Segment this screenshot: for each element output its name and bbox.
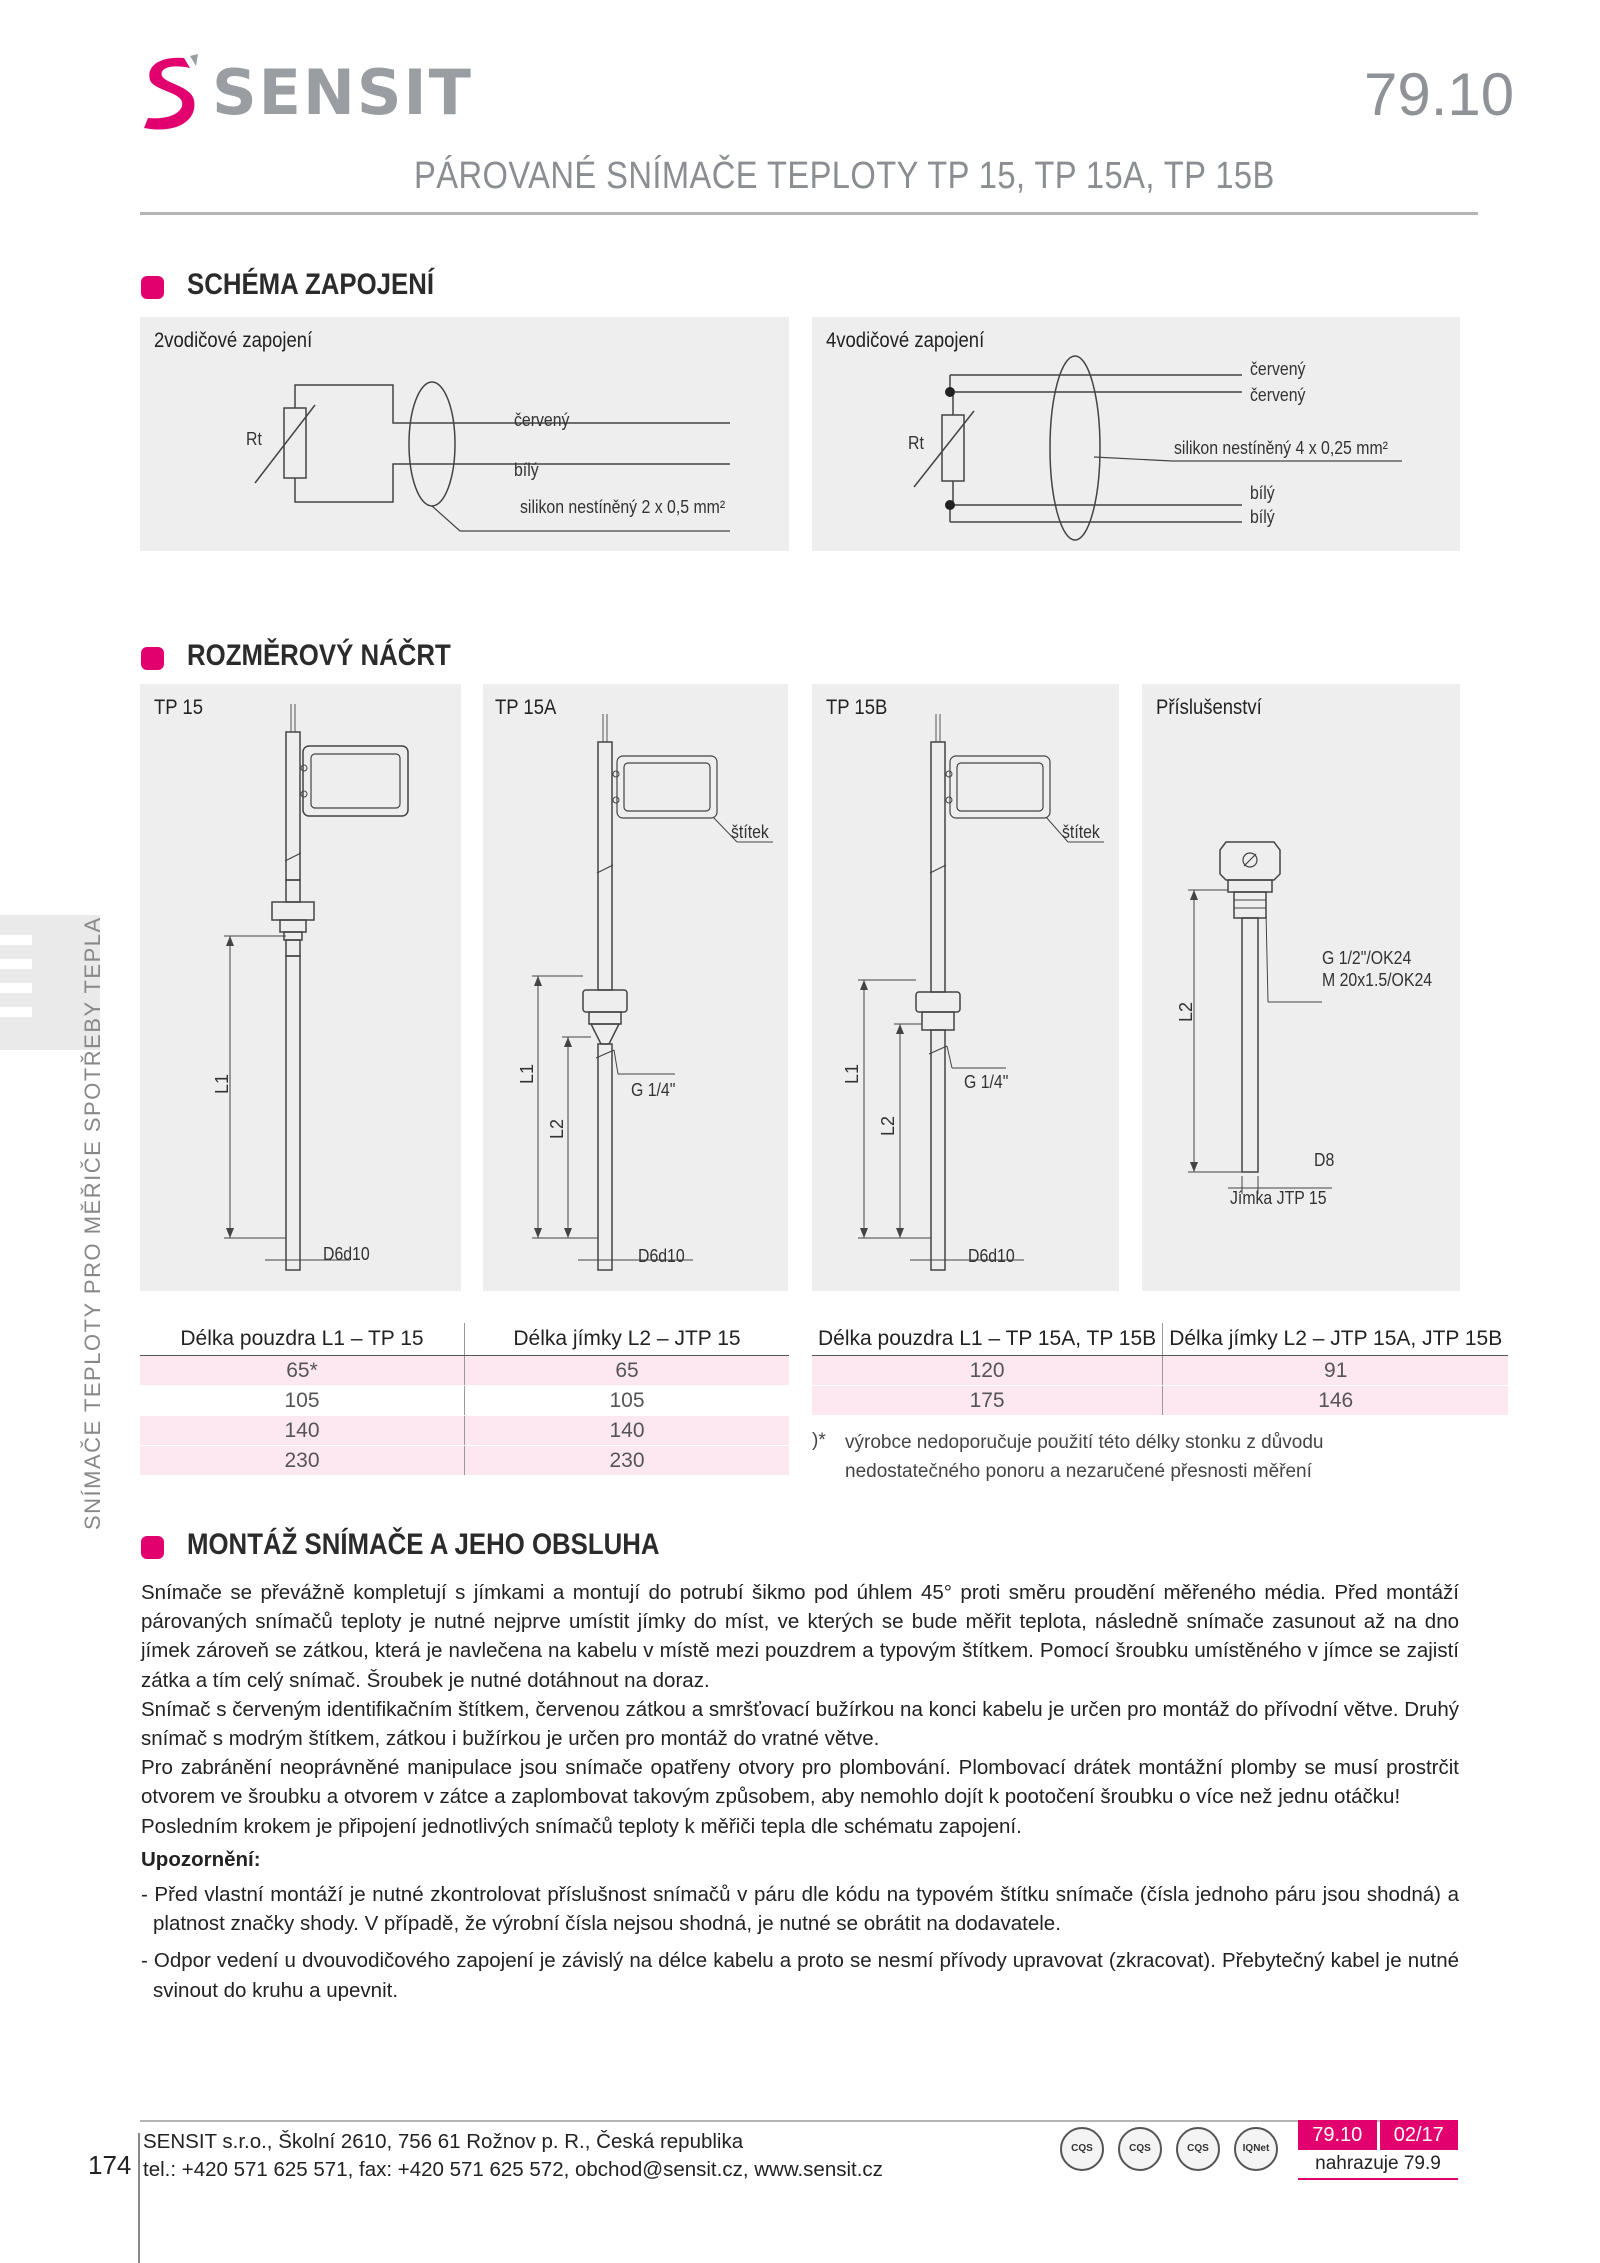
- doc-info-replaces: nahrazuje 79.9: [1298, 2150, 1458, 2180]
- accessory-title: Příslušenství: [1156, 696, 1262, 719]
- accessory-panel: [1142, 684, 1460, 1291]
- four-wire-rt: Rt: [908, 433, 924, 453]
- accessory-l2: L2: [1176, 1001, 1196, 1022]
- table-cell: 140: [465, 1416, 790, 1446]
- table-left: [140, 1323, 789, 1476]
- certification-badges: [1060, 2127, 1278, 2171]
- tp15b-l2: L2: [878, 1115, 898, 1136]
- tp15a-label: štítek: [731, 822, 769, 842]
- warning-title: Upozornění:: [141, 1847, 261, 1871]
- two-wire-rt: Rt: [246, 429, 262, 449]
- warning-item: - Před vlastní montáží je nutné zkontrolovat příslušnost snímačů v páru dle kódu na typovém štítku snímače (čísla jednoho páru jsou shodná) a platnost značky shody. V případě, že výrobní čísla nejsou shodná, je nutné se obrátit na dodavatele.: [141, 1883, 1459, 1936]
- table-row: [140, 1446, 789, 1476]
- table-cell: 65: [465, 1356, 790, 1386]
- sidebar-rule: [138, 2133, 140, 2263]
- table-row: [812, 1386, 1508, 1416]
- two-wire-title: 2vodičové zapojení: [154, 329, 313, 352]
- table-cell: 230: [140, 1446, 465, 1476]
- accessory-name: Jímka JTP 15: [1230, 1188, 1327, 1208]
- table-cell: 175: [812, 1386, 1163, 1416]
- tp15b-drawing: [812, 684, 1119, 1291]
- tp15-l1: L1: [212, 1073, 232, 1094]
- sidebar-category: SNÍMAČE TEPLOTY PRO MĚŘIČE SPOTŘEBY TEPLA: [80, 916, 105, 1530]
- accessory-thread2: M 20x1.5/OK24: [1322, 970, 1433, 990]
- four-wire-white-2: bílý: [1250, 507, 1275, 527]
- install-paragraph: Pro zabránění neoprávněné manipulace jsou snímače opatřeny otvory pro plombování. Plombovací drátek montážní plomby se musí prostrčit otvorem ve šroubku a otvorem v zátce a zaplombovat takovým způsobem, aby nemohlo dojít k pootočení šroubku o více než jednu otáčku!: [141, 1756, 1459, 1809]
- table-cell: 91: [1163, 1356, 1509, 1386]
- four-wire-red-2: červený: [1250, 385, 1306, 405]
- two-wire-panel: [140, 317, 789, 551]
- tp15a-d: D6d10: [638, 1246, 685, 1266]
- tp15-drawing: [140, 684, 461, 1291]
- iqnet-badge-icon: IQNet: [1234, 2127, 1278, 2171]
- cqs-badge-icon: CQS: [1176, 2127, 1220, 2171]
- tp15b-label: štítek: [1062, 822, 1100, 842]
- table-row: [140, 1356, 789, 1386]
- footer-rule: [140, 2120, 1458, 2122]
- section-bullet: [141, 647, 164, 670]
- section-heading-wiring: SCHÉMA ZAPOJENÍ: [187, 268, 435, 301]
- table-left-header: Délka jímky L2 – JTP 15: [465, 1323, 790, 1356]
- four-wire-title: 4vodičové zapojení: [826, 329, 985, 352]
- tp15b-l1: L1: [842, 1063, 862, 1084]
- page-number: 174: [88, 2150, 132, 2180]
- install-paragraph: Posledním krokem je připojení jednotlivých snímačů teploty k měřiči tepla dle schématu zapojení.: [141, 1814, 1022, 1838]
- four-wire-white-1: bílý: [1250, 483, 1275, 503]
- warning-item: - Odpor vedení u dvouvodičového zapojení je závislý na délce kabelu a proto se nesmí přívody upravovat (zkracovat). Přebytečný kabel je nutné svinout do kruhu a upevnit.: [141, 1949, 1459, 2002]
- tp15a-drawing: [483, 684, 788, 1291]
- cqs-badge-icon: CQS: [1060, 2127, 1104, 2171]
- table-cell: 120: [812, 1356, 1163, 1386]
- table-right: [812, 1323, 1508, 1416]
- footer-contact: tel.: +420 571 625 571, fax: +420 571 625 572, obchod@sensit.cz, www.sensit.cz: [143, 2158, 883, 2181]
- tp15b-thread: G 1/4": [964, 1072, 1009, 1092]
- cqs-badge-icon: CQS: [1118, 2127, 1162, 2171]
- table-row: [812, 1356, 1508, 1386]
- tp15a-title: TP 15A: [495, 696, 557, 719]
- doc-info-date: 02/17: [1380, 2120, 1459, 2150]
- tp15-title: TP 15: [154, 696, 203, 719]
- accessory-d: D8: [1314, 1150, 1335, 1170]
- footnote-text: výrobce nedoporučuje použití této délky stonku z důvodu nedostatečného ponoru a nezaručené přesnosti měření: [845, 1432, 1324, 1482]
- doc-info-box: [1298, 2120, 1458, 2180]
- section-bullet: [141, 1536, 164, 1559]
- tp15a-l1: L1: [517, 1063, 537, 1084]
- footer-address: SENSIT s.r.o., Školní 2610, 756 61 Rožnov p. R., Česká republika: [143, 2130, 744, 2153]
- tp15a-thread: G 1/4": [631, 1080, 676, 1100]
- install-paragraph: Snímače se převážně kompletují s jímkami a montují do potrubí šikmo pod úhlem 45° proti směru proudění měřeného média. Před montáží párovaných snímačů teploty je nutné nejprve umístit jímky do míst, ve kterých se bude měřit teplota, následně snímače zasunout až na dno jímek zároveň se zátkou, která je navlečena na kabelu v místě mezi pouzdrem a typovým štítkem. Pomocí šroubku umístěného v jímce se zajistí zátka a tím celý snímač. Šroubek je nutné dotáhnout na doraz.: [141, 1581, 1459, 1692]
- sensit-logo: [140, 52, 202, 137]
- header-rule: [140, 212, 1478, 215]
- two-wire-cable: silikon nestíněný 2 x 0,5 mm²: [520, 497, 726, 517]
- install-paragraph: Snímač s červeným identifikačním štítkem, červenou zátkou a smršťovací bužírkou na konci kabelu je určen pro montáž do přívodní větve. Druhý snímač s modrým štítkem, zátkou i bužírkou je určen pro montáž do vratné větve.: [141, 1697, 1459, 1751]
- tp15a-panel: [483, 684, 788, 1291]
- table-left-header: Délka pouzdra L1 – TP 15: [140, 1323, 465, 1356]
- table-cell: 230: [465, 1446, 790, 1476]
- two-wire-red: červený: [514, 410, 570, 430]
- two-wire-white: bílý: [514, 460, 539, 480]
- tp15-panel: [140, 684, 461, 1291]
- section-bullet: [141, 276, 164, 299]
- tp15b-d: D6d10: [968, 1246, 1015, 1266]
- install-body: [141, 1578, 1459, 2005]
- table-cell: 105: [465, 1386, 790, 1416]
- table-cell: 105: [140, 1386, 465, 1416]
- doc-number: 79.10: [1364, 61, 1515, 128]
- footnote-marker: )*: [812, 1430, 826, 1451]
- four-wire-panel: [812, 317, 1460, 551]
- table-row: [140, 1386, 789, 1416]
- tp15a-l2: L2: [547, 1118, 567, 1139]
- page-title: PÁROVANÉ SNÍMAČE TEPLOTY TP 15, TP 15A, TP 15B: [414, 155, 1275, 197]
- four-wire-red-1: červený: [1250, 359, 1306, 379]
- sensit-logo-icon: [140, 52, 202, 132]
- table-cell: 65*: [140, 1356, 465, 1386]
- accessory-thread1: G 1/2"/OK24: [1322, 948, 1412, 968]
- tp15b-title: TP 15B: [826, 696, 888, 719]
- four-wire-cable: silikon nestíněný 4 x 0,25 mm²: [1174, 438, 1388, 458]
- table-right-header: Délka pouzdra L1 – TP 15A, TP 15B: [812, 1323, 1163, 1356]
- brand-name: SENSIT: [212, 56, 473, 129]
- table-row: [140, 1416, 789, 1446]
- doc-info-number: 79.10: [1298, 2120, 1377, 2150]
- tp15b-panel: [812, 684, 1119, 1291]
- table-cell: 146: [1163, 1386, 1509, 1416]
- table-cell: 140: [140, 1416, 465, 1446]
- section-heading-install: MONTÁŽ SNÍMAČE A JEHO OBSLUHA: [187, 1528, 660, 1561]
- table-right-header: Délka jímky L2 – JTP 15A, JTP 15B: [1163, 1323, 1509, 1356]
- tp15-d: D6d10: [323, 1244, 370, 1264]
- section-heading-dimensions: ROZMĚROVÝ NÁČRT: [187, 639, 451, 672]
